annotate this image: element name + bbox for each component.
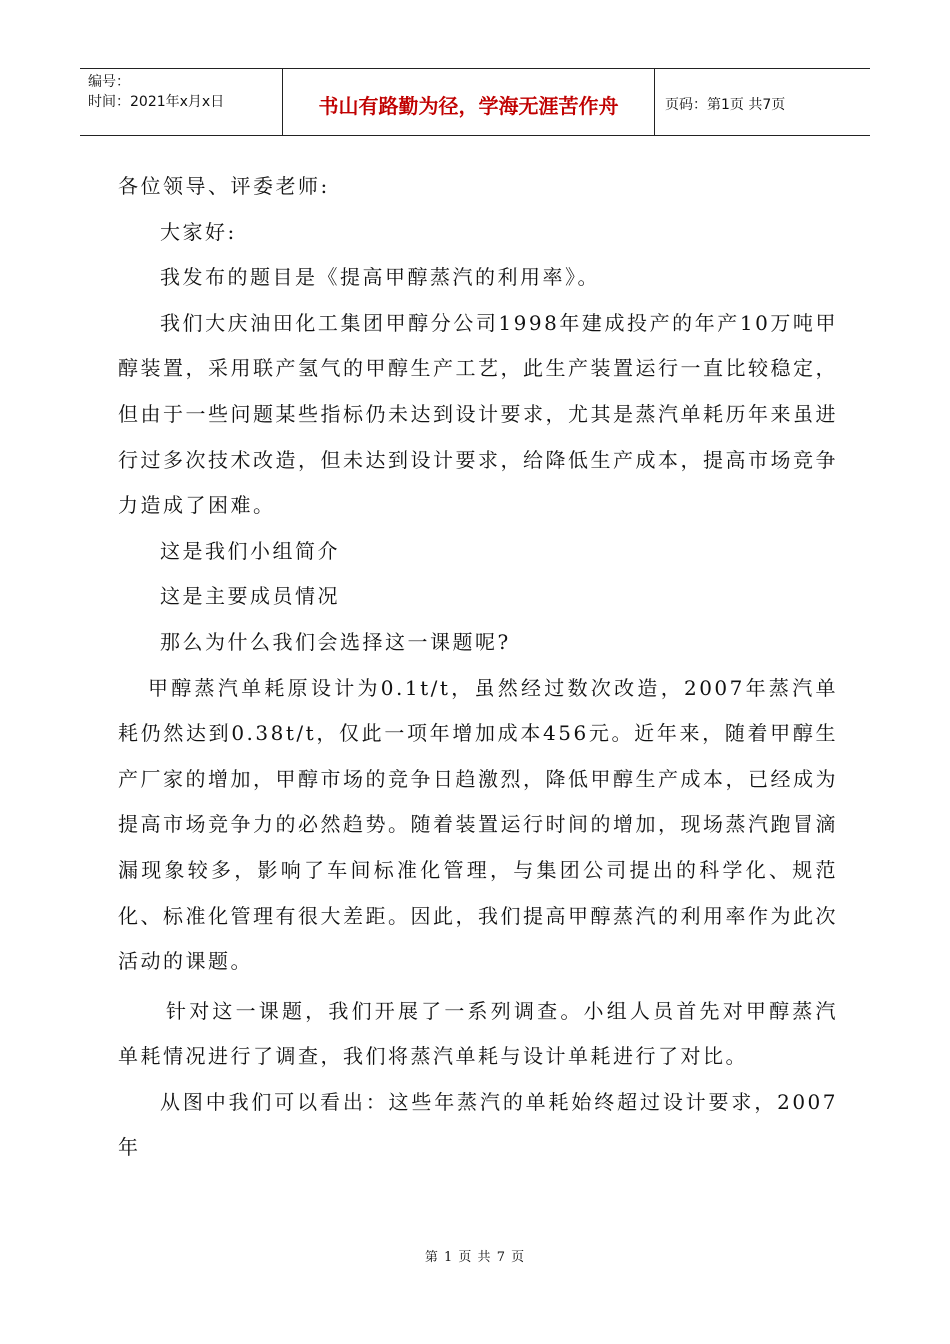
team-intro-paragraph: 这是我们小组简介 (160, 538, 340, 563)
greeting: 大家好: (160, 219, 237, 244)
salutation: 各位领导、评委老师: (118, 174, 330, 198)
question-paragraph: 那么为什么我们会选择这一课题呢? (160, 629, 511, 654)
header-meta (80, 69, 283, 135)
topic-paragraph: 我发布的题目是《提高甲醇蒸汽的利用率》。 (160, 265, 600, 290)
document-body (118, 164, 838, 1171)
header-page-info: 页码：第1页 共7页 (665, 97, 786, 113)
header-motto: 书山有路勤为径，学海无涯苦作舟 (283, 69, 655, 135)
background-paragraph: 我们大庆油田化工集团甲醇分公司1998年建成投产的年产10万吨甲醇装置，采用联产氢气的甲醇生产工艺，此生产装置运行一直比较稳定，但由于一些问题某些指标仍未达到设计要求，尤其是蒸汽单耗历年来虽进行过多次技术改造，但未达到设计要求，给降低生产成本，提高市场竞争力造成了困难。 (118, 310, 838, 518)
page-header (80, 68, 870, 136)
survey-paragraph: 针对这一课题，我们开展了一系列调查。小组人员首先对甲醇蒸汽单耗情况进行了调查，我们将蒸汽单耗与设计单耗进行了对比。 (118, 998, 838, 1069)
page-footer: 第 1 页 共 7 页 (424, 1250, 526, 1265)
document-number-label: 编号： (88, 74, 130, 90)
conclusion-paragraph: 从图中我们可以看出：这些年蒸汽的单耗始终超过设计要求，2007年 (118, 1089, 838, 1160)
members-paragraph: 这是主要成员情况 (160, 584, 340, 609)
document-time-label: 时间：2021年x月x日 (88, 94, 225, 110)
reason-paragraph: 甲醇蒸汽单耗原设计为0.1t/t，虽然经过数次改造，2007年蒸汽单耗仍然达到0.38t/t，仅此一项年增加成本456元。近年来，随着甲醇生产厂家的增加，甲醇市场的竞争日趋激烈，降低甲醇生产成本，已经成为提高市场竞争力的必然趋势。随着装置运行时间的增加，现场蒸汽跑冒滴漏现象较多，影响了车间标准化管理，与集团公司提出的科学化、规范化、标准化管理有很大差距。因此，我们提高甲醇蒸汽的利用率作为此次活动的课题。 (118, 675, 838, 974)
